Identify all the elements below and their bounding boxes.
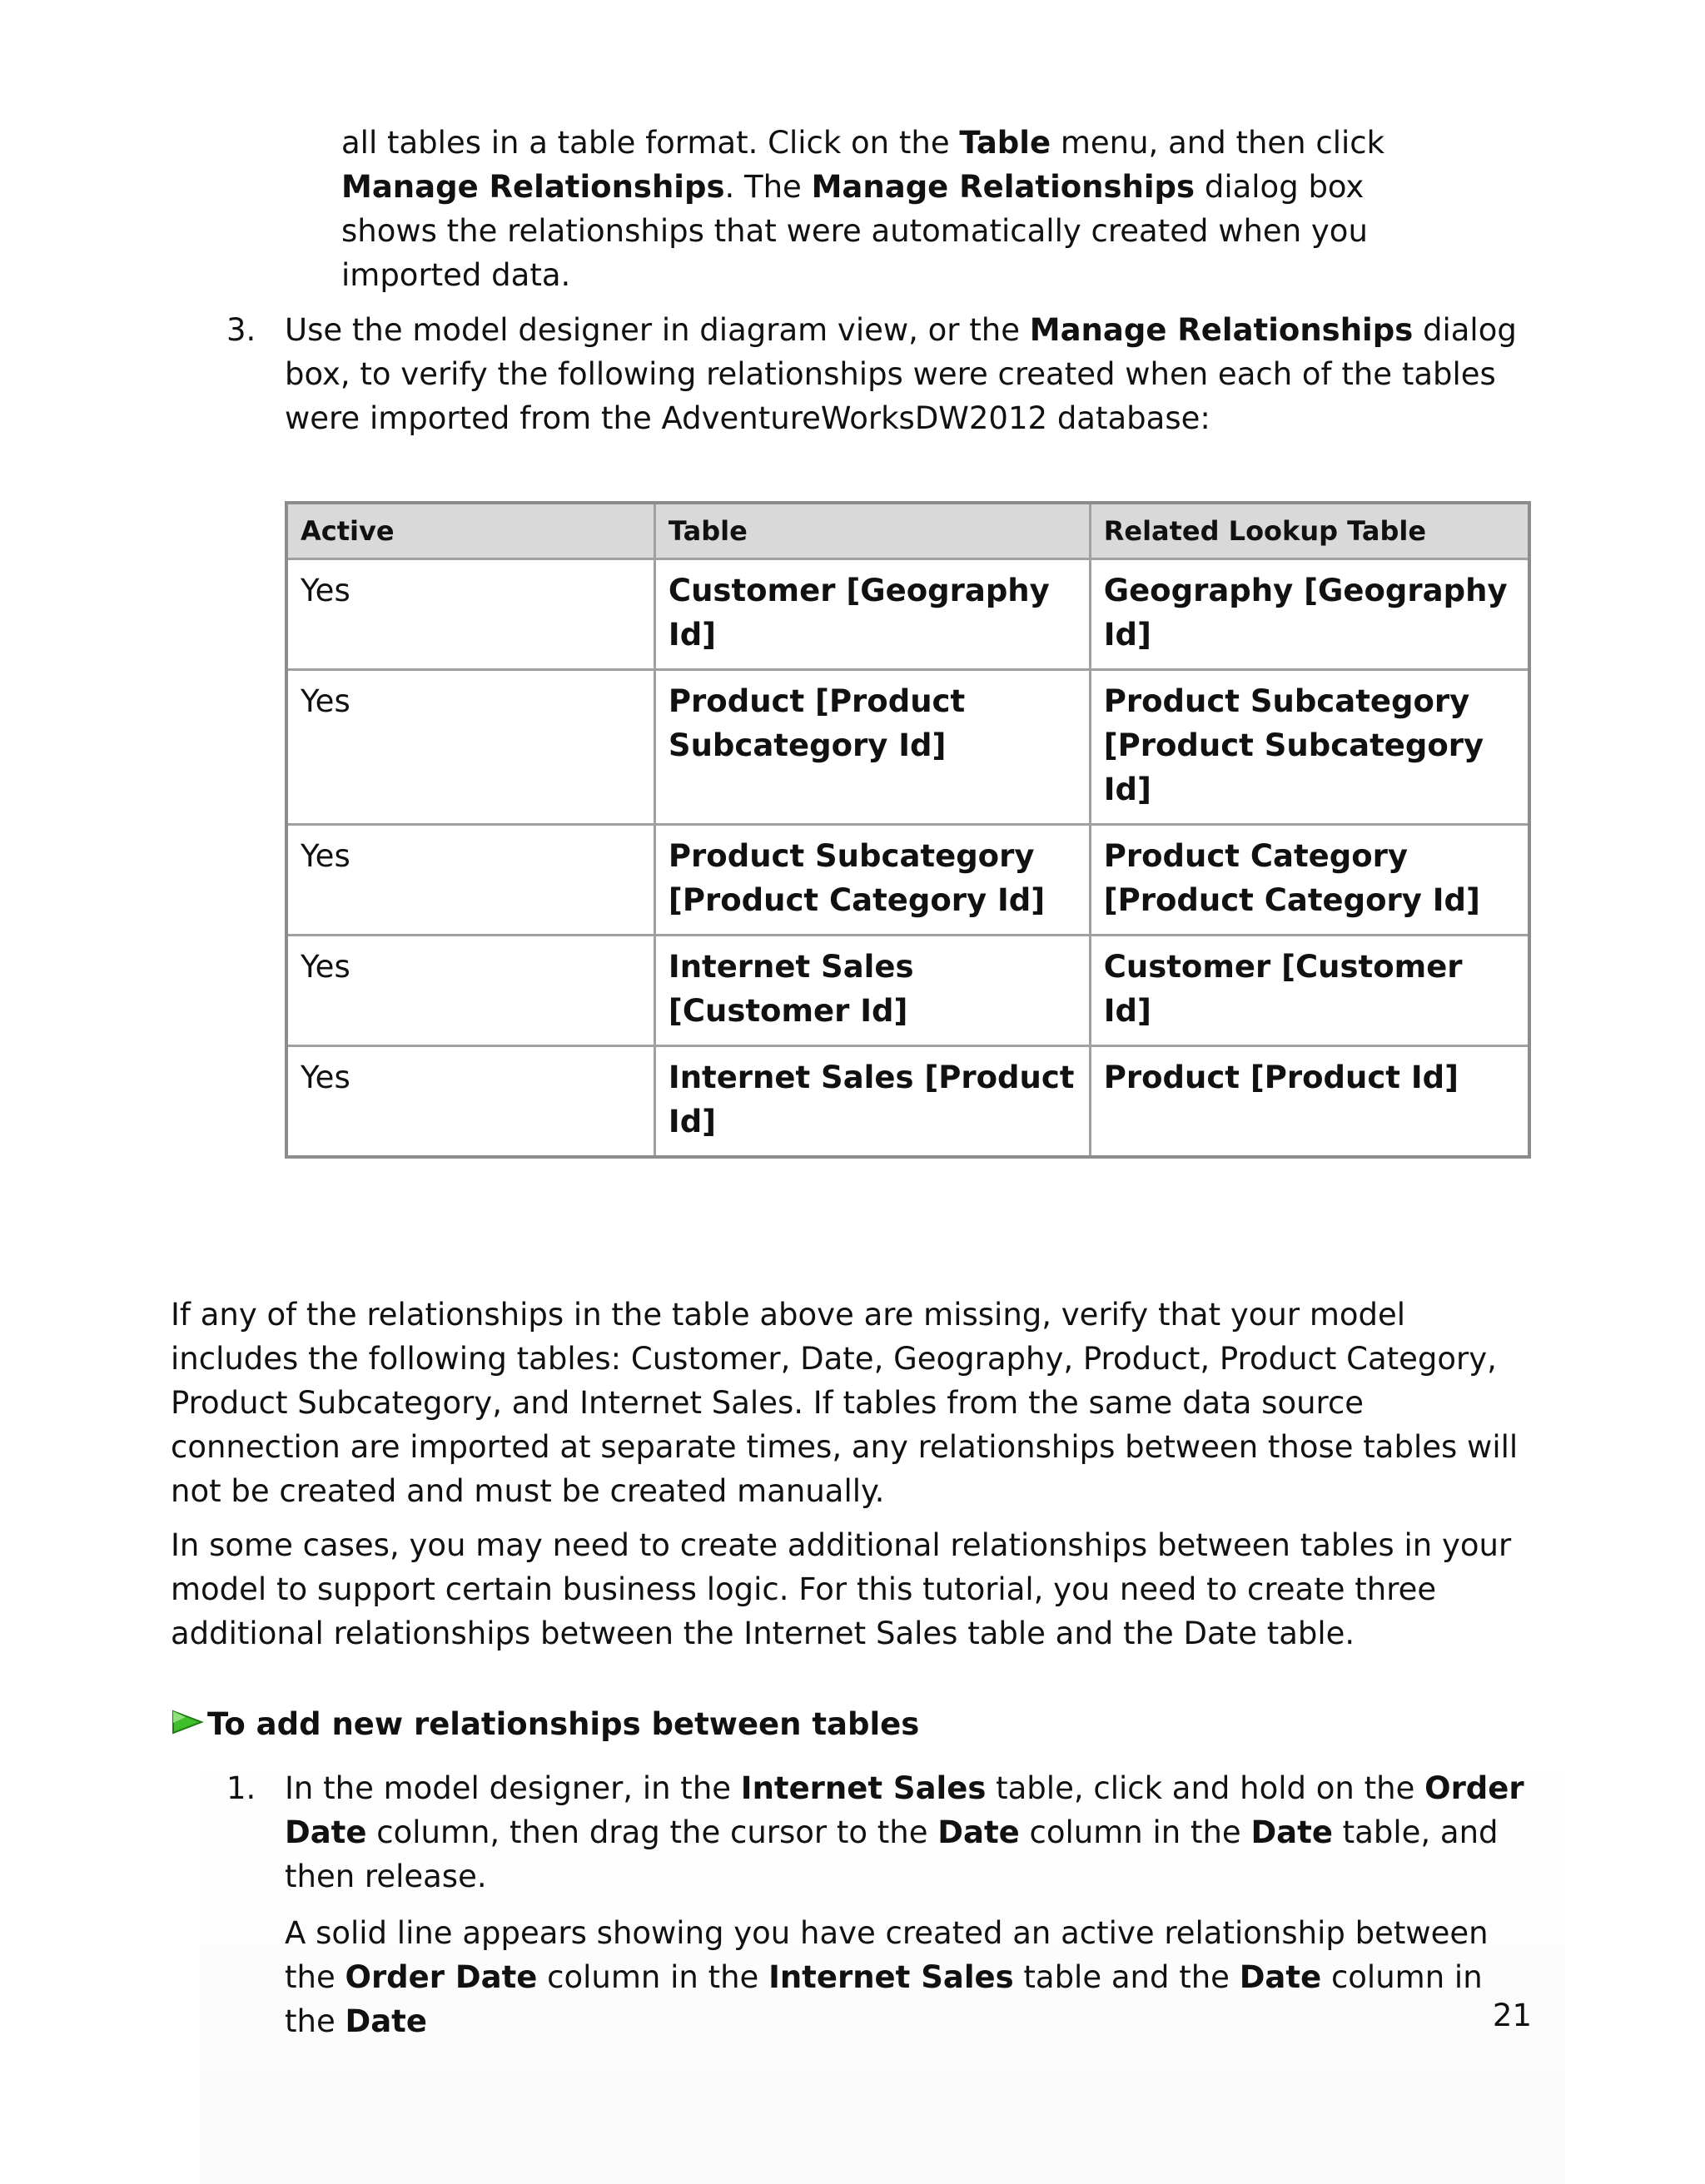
- result-text-2: column in the: [537, 1959, 769, 1995]
- intro-paragraph: [341, 121, 1449, 297]
- cell-table: Product Subcategory [Product Category Id]: [654, 825, 1090, 936]
- cell-active: Yes: [286, 670, 654, 825]
- cell-related-lookup: Product Category [Product Category Id]: [1090, 825, 1529, 936]
- cell-active: Yes: [286, 825, 654, 936]
- page-number: 21: [1492, 1998, 1532, 2033]
- step-3-paragraph: [285, 308, 1542, 440]
- result-bold-internet-sales: Internet Sales: [768, 1959, 1014, 1995]
- intro-bold-table: Table: [959, 125, 1051, 161]
- step1-bold-date-column: Date: [937, 1814, 1020, 1850]
- table-row: [286, 936, 1529, 1046]
- cell-table: Product [Product Subcategory Id]: [654, 670, 1090, 825]
- cell-related-lookup: Product [Product Id]: [1090, 1046, 1529, 1158]
- intro-text-4: dialog box shows the relationships that were automatically created when you imported data.: [341, 169, 1368, 293]
- step-3-number: 3.: [226, 312, 256, 348]
- cell-active: Yes: [286, 1046, 654, 1158]
- table-row: [286, 1046, 1529, 1158]
- table-row: [286, 825, 1529, 936]
- step3-text-1: Use the model designer in diagram view, or the: [285, 312, 1030, 348]
- step1-text-4: column in the: [1019, 1814, 1251, 1850]
- cell-active: Yes: [286, 559, 654, 670]
- intro-text-2: menu, and then click: [1051, 125, 1385, 161]
- procedure-heading-text: To add new relationships between tables: [207, 1706, 920, 1742]
- step1-text-5: table, and then release.: [285, 1814, 1499, 1894]
- step1-text-1: In the model designer, in the: [285, 1770, 741, 1806]
- cell-active: Yes: [286, 936, 654, 1046]
- intro-bold-manage-relationships-2: Manage Relationships: [811, 169, 1195, 205]
- intro-text-3: . The: [724, 169, 812, 205]
- step1-text-2: table, click and hold on the: [986, 1770, 1425, 1806]
- header-table: Table: [654, 503, 1090, 559]
- step3-text-2: dialog box, to verify the following relationships were created when each of the tables were imported from the AdventureWorksDW2012 database:: [285, 312, 1517, 436]
- result-bold-date-table: Date: [345, 2003, 427, 2039]
- procedure-heading: [171, 1702, 919, 1746]
- step1-text-3: column, then drag the cursor to the: [366, 1814, 938, 1850]
- additional-relationships-paragraph: In some cases, you may need to create additional relationships between tables in your model to support certain business logic. For this tutorial, you need to create three additional relationships between the Internet Sales table and the Date table.: [171, 1527, 1512, 1651]
- step-1-result-paragraph: [285, 1911, 1542, 2043]
- flag-arrow-icon: [171, 1708, 204, 1741]
- header-active: Active: [286, 503, 654, 559]
- cell-related-lookup: Product Subcategory [Product Subcategory Id]: [1090, 670, 1529, 825]
- step-1-number: 1.: [226, 1770, 256, 1806]
- cell-table: Internet Sales [Customer Id]: [654, 936, 1090, 1046]
- step3-bold-manage-relationships: Manage Relationships: [1029, 312, 1414, 348]
- result-bold-date-column: Date: [1239, 1959, 1322, 1995]
- table-row: [286, 559, 1529, 670]
- relationships-table: [285, 501, 1531, 1159]
- table-row: [286, 670, 1529, 825]
- cell-table: Internet Sales [Product Id]: [654, 1046, 1090, 1158]
- header-related-lookup-table: Related Lookup Table: [1090, 503, 1529, 559]
- cell-related-lookup: Geography [Geography Id]: [1090, 559, 1529, 670]
- result-text-4: column in the: [285, 1959, 1483, 2039]
- cell-related-lookup: Customer [Customer Id]: [1090, 936, 1529, 1046]
- result-text-1: A solid line appears showing you have created an active relationship between the: [285, 1915, 1489, 1995]
- result-bold-order-date: Order Date: [345, 1959, 538, 1995]
- step1-bold-order-date: Order Date: [285, 1770, 1524, 1850]
- step-1-paragraph: [285, 1766, 1542, 1899]
- table-header-row: [286, 503, 1529, 559]
- intro-bold-manage-relationships: Manage Relationships: [341, 169, 725, 205]
- intro-text-1: all tables in a table format. Click on the: [341, 125, 960, 161]
- step1-bold-date-table: Date: [1250, 1814, 1333, 1850]
- cell-table: Customer [Geography Id]: [654, 559, 1090, 670]
- result-text-3: table and the: [1013, 1959, 1240, 1995]
- missing-relationships-paragraph: If any of the relationships in the table above are missing, verify that your model includes the following tables: Customer, Date, Geography, Product, Product Category, Product Subcategory, and Internet Sales. If tables from the same data source connection are imported at separate times, any relationships between those tables will not be created and must be created manually.: [171, 1297, 1519, 1509]
- step1-bold-internet-sales: Internet Sales: [740, 1770, 987, 1806]
